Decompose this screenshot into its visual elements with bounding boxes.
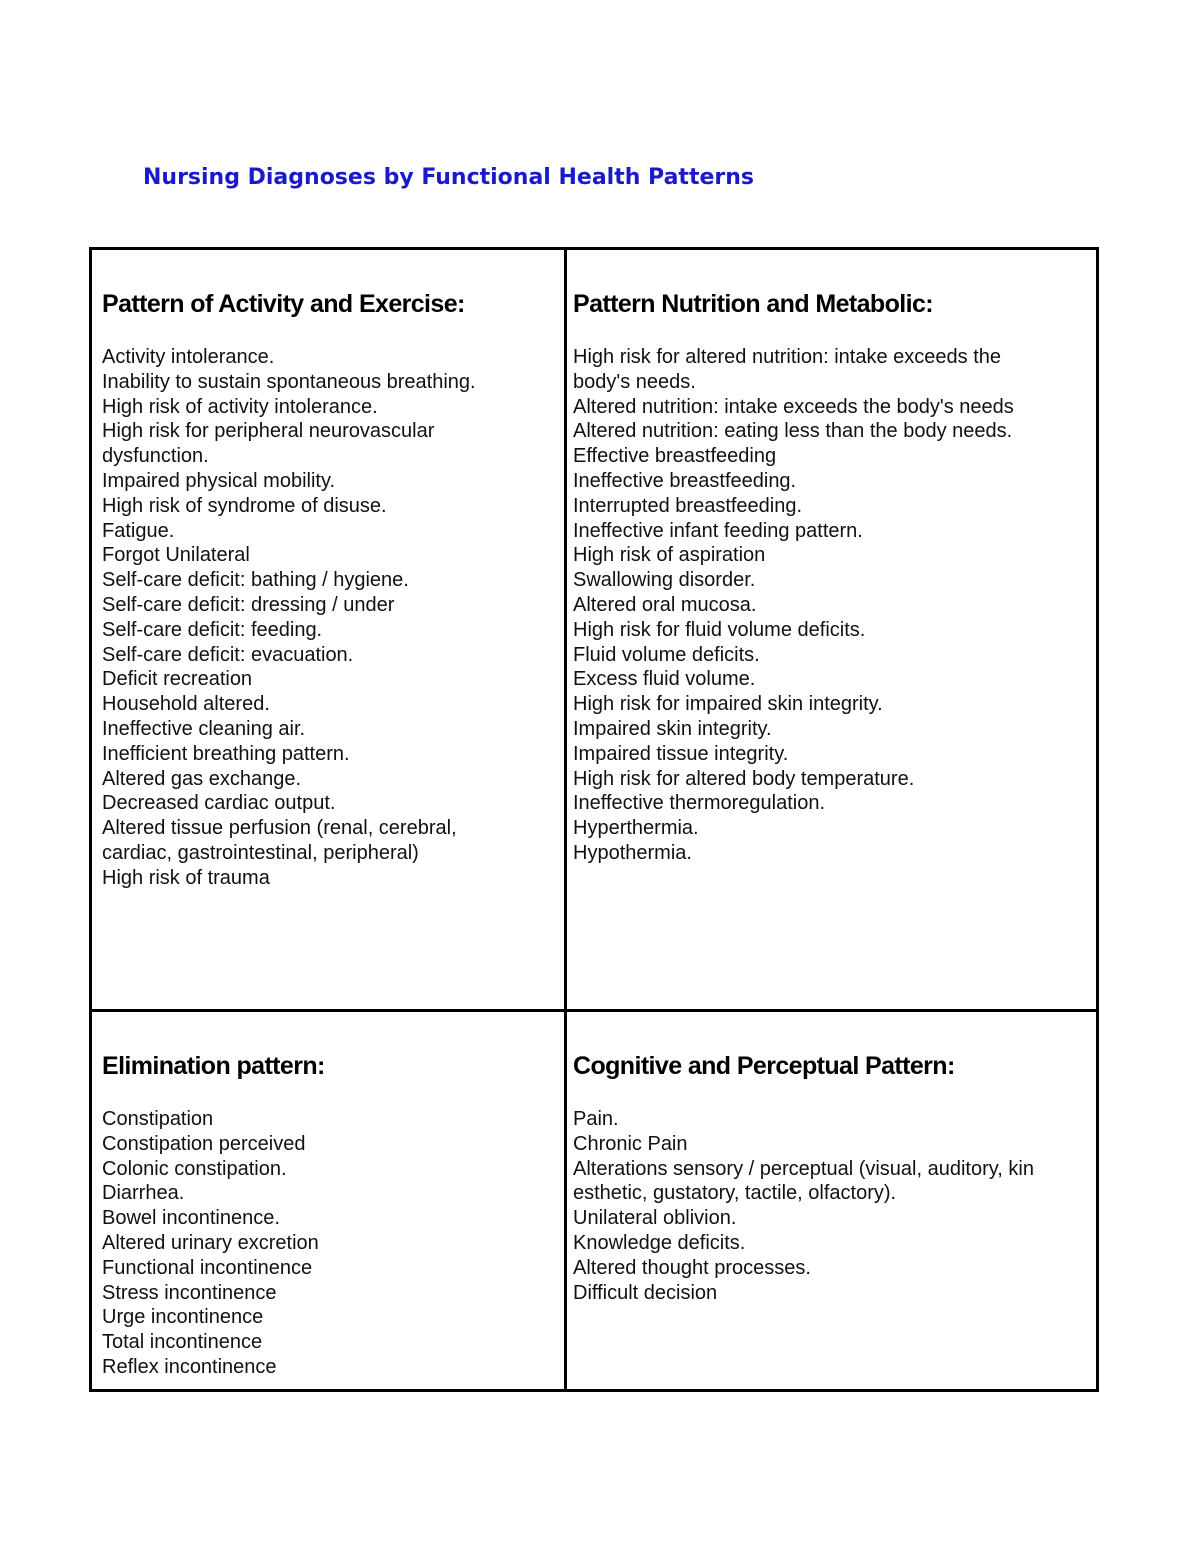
list-item: Fluid volume deficits. — [573, 643, 760, 666]
list-item: Altered tissue perfusion (renal, cerebral, — [102, 817, 457, 840]
list-item: Constipation perceived — [102, 1132, 306, 1155]
list-item: High risk for fluid volume deficits. — [573, 618, 866, 641]
list-item: Activity intolerance. — [102, 346, 275, 368]
list-item: Ineffective thermoregulation. — [573, 792, 826, 815]
list-item: Diarrhea. — [102, 1182, 185, 1205]
list-item: Stress incontinence — [102, 1281, 277, 1304]
list-item: Decreased cardiac output. — [102, 792, 336, 815]
list-item: dysfunction. — [102, 445, 209, 468]
diagnoses-table — [89, 247, 1099, 1392]
diagnosis-list — [573, 345, 1095, 866]
list-item: Self-care deficit: dressing / under — [102, 593, 395, 616]
list-item: Bowel incontinence. — [102, 1207, 280, 1230]
list-item: Constipation — [102, 1108, 214, 1130]
list-item: Deficit recreation — [102, 668, 253, 691]
list-item: Forgot Unilateral — [102, 544, 250, 567]
list-item: Colonic constipation. — [102, 1157, 287, 1180]
list-item: Inability to sustain spontaneous breathing. — [102, 370, 476, 393]
list-item: Self-care deficit: feeding. — [102, 618, 323, 641]
list-item: Altered nutrition: eating less than the body needs. — [573, 420, 1013, 443]
section-cognitive-perceptual — [573, 1050, 1095, 1305]
list-item: Unilateral oblivion. — [573, 1207, 737, 1230]
list-item: Altered urinary excretion — [102, 1231, 319, 1254]
list-item: Total incontinence — [102, 1331, 263, 1354]
list-item: High risk for impaired skin integrity. — [573, 693, 883, 716]
list-item: Impaired skin integrity. — [573, 717, 772, 740]
list-item: High risk for altered body temperature. — [573, 767, 915, 790]
list-item: Difficult decision — [573, 1281, 718, 1304]
section-elimination — [102, 1050, 560, 1380]
list-item: Urge incontinence — [102, 1306, 264, 1329]
list-item: High risk for peripheral neurovascular — [102, 420, 435, 443]
page-title: Nursing Diagnoses by Functional Health Patterns — [143, 165, 754, 190]
section-heading: Pattern of Activity and Exercise: — [102, 290, 465, 318]
list-item: Impaired tissue integrity. — [573, 742, 789, 765]
list-item: Ineffective cleaning air. — [102, 717, 306, 740]
list-item: body's needs. — [573, 370, 696, 393]
section-nutrition-metabolic — [573, 288, 1095, 866]
list-item: Reflex incontinence — [102, 1355, 277, 1378]
list-item: Altered oral mucosa. — [573, 593, 757, 616]
list-item: Swallowing disorder. — [573, 569, 756, 592]
list-item: Functional incontinence — [102, 1256, 313, 1279]
list-item: Altered nutrition: intake exceeds the body's needs — [573, 395, 1014, 418]
list-item: High risk of aspiration — [573, 544, 766, 567]
list-item: Altered thought processes. — [573, 1256, 811, 1279]
list-item: cardiac, gastrointestinal, peripheral) — [102, 841, 419, 864]
list-item: Fatigue. — [102, 519, 175, 542]
list-item: Impaired physical mobility. — [102, 469, 336, 492]
list-item: Self-care deficit: bathing / hygiene. — [102, 569, 409, 592]
list-item: Self-care deficit: evacuation. — [102, 643, 354, 666]
section-heading: Cognitive and Perceptual Pattern: — [573, 1052, 955, 1080]
list-item: Ineffective infant feeding pattern. — [573, 519, 863, 542]
list-item: High risk of activity intolerance. — [102, 395, 378, 418]
list-item: Interrupted breastfeeding. — [573, 494, 803, 517]
diagnosis-list — [102, 345, 560, 891]
section-activity-exercise — [102, 288, 560, 891]
list-item: Hypothermia. — [573, 841, 692, 864]
list-item: Ineffective breastfeeding. — [573, 469, 797, 492]
diagnosis-list — [573, 1107, 1095, 1305]
list-item: Pain. — [573, 1108, 619, 1130]
list-item: Inefficient breathing pattern. — [102, 742, 350, 765]
column-divider — [564, 250, 567, 1389]
list-item: High risk for altered nutrition: intake exceeds the — [573, 346, 1001, 368]
list-item: High risk of syndrome of disuse. — [102, 494, 387, 517]
list-item: Household altered. — [102, 693, 270, 716]
list-item: Hyperthermia. — [573, 817, 699, 840]
list-item: Effective breastfeeding — [573, 445, 777, 468]
list-item: Alterations sensory / perceptual (visual, auditory, kin — [573, 1157, 1034, 1180]
list-item: Chronic Pain — [573, 1132, 688, 1155]
diagnosis-list — [102, 1107, 560, 1380]
list-item: Knowledge deficits. — [573, 1231, 746, 1254]
list-item: esthetic, gustatory, tactile, olfactory). — [573, 1182, 897, 1205]
section-heading: Pattern Nutrition and Metabolic: — [573, 290, 933, 318]
list-item: Excess fluid volume. — [573, 668, 756, 691]
section-heading: Elimination pattern: — [102, 1052, 325, 1080]
list-item: High risk of trauma — [102, 866, 270, 889]
list-item: Altered gas exchange. — [102, 767, 302, 790]
row-divider — [92, 1009, 1096, 1012]
